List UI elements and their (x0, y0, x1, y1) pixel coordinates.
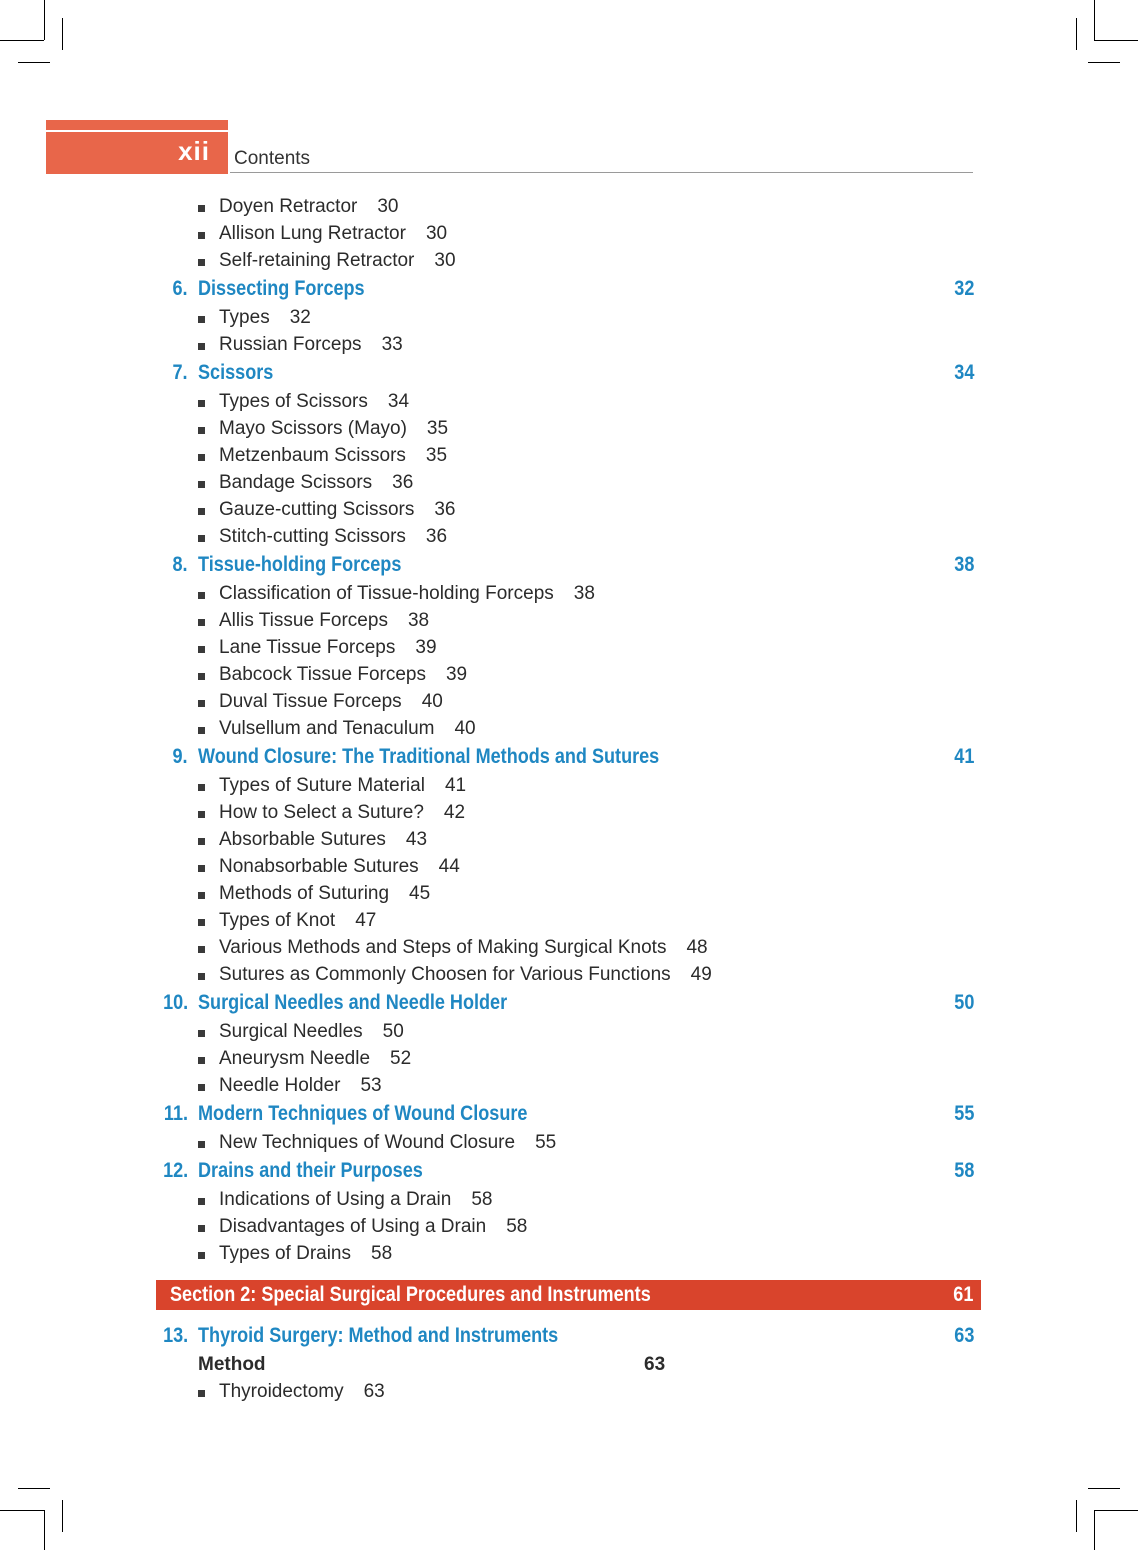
toc-entry-title: Absorbable Sutures (219, 829, 386, 850)
spacer (0, 1310, 1138, 1322)
toc-entry-text (219, 1132, 556, 1154)
chapter-title: Modern Techniques of Wound Closure (198, 1102, 528, 1125)
chapter-heading (0, 743, 1138, 773)
toc-entry-title: Nonabsorbable Sutures (219, 856, 419, 877)
toc-entry-page: 49 (690, 964, 712, 985)
toc-entry-text (219, 802, 465, 824)
bullet-icon (198, 946, 205, 953)
crop-mark (1088, 1488, 1120, 1489)
chapter-title: Wound Closure: The Traditional Methods and Sutures (198, 745, 660, 768)
bullet-icon (198, 838, 205, 845)
toc-entry-title: Types (219, 307, 270, 328)
toc-entry-text (219, 391, 409, 413)
toc-entry-title: Various Methods and Steps of Making Surgical Knots (219, 937, 667, 958)
toc-entry-page: 30 (434, 250, 456, 271)
crop-mark (44, 0, 45, 40)
header-rule (230, 172, 973, 173)
bullet-icon (198, 427, 205, 434)
toc-entry-page: 38 (573, 583, 595, 604)
toc-entry (0, 305, 1138, 332)
page-number: xii (178, 136, 210, 166)
chapter-number: 7. (172, 361, 188, 384)
toc-entry-text (219, 445, 447, 467)
bullet-icon (198, 619, 205, 626)
toc-entry-title: Mayo Scissors (Mayo) (219, 418, 407, 439)
crop-mark (1094, 0, 1095, 40)
chapter-title: Tissue-holding Forceps (198, 553, 402, 576)
toc-entry (0, 332, 1138, 359)
toc-entry (0, 389, 1138, 416)
section-page: 61 (952, 1283, 973, 1306)
toc-entry-page: 40 (454, 718, 476, 739)
toc-entry-text (219, 664, 467, 686)
toc-entry-title: Bandage Scissors (219, 472, 373, 493)
toc-entry (0, 1019, 1138, 1046)
toc-entry-title: Types of Knot (219, 910, 336, 931)
toc-entry-text (219, 526, 447, 548)
crop-mark (1076, 1500, 1077, 1532)
toc-entry-page: 58 (371, 1243, 393, 1264)
bullet-icon (198, 865, 205, 872)
toc-entry-text (219, 1189, 492, 1211)
toc-entry-page: 53 (360, 1075, 382, 1096)
toc-entry-text (219, 334, 403, 356)
toc-entry-title: Stitch-cutting Scissors (219, 526, 406, 547)
bullet-icon (198, 1141, 205, 1148)
toc-entry-text (219, 937, 708, 959)
toc-entry (0, 773, 1138, 800)
chapter-page: 32 (953, 277, 974, 300)
toc-entry-page: 48 (686, 937, 708, 958)
chapter-page: 58 (953, 1159, 974, 1182)
bullet-icon (198, 535, 205, 542)
toc-entry-title: Babcock Tissue Forceps (219, 664, 426, 685)
section-title: Section 2: Special Surgical Procedures and Instruments (170, 1283, 651, 1306)
toc-entry (0, 1214, 1138, 1241)
chapter-heading (0, 1100, 1138, 1130)
chapter-heading (0, 359, 1138, 389)
crop-mark (1094, 1510, 1138, 1511)
bullet-icon (198, 343, 205, 350)
crop-mark (1076, 18, 1077, 50)
toc-entry (0, 1187, 1138, 1214)
toc-entry-page: 43 (405, 829, 428, 850)
chapter-heading (0, 551, 1138, 581)
chapter-number: 6. (172, 277, 188, 300)
chapter-page: 34 (953, 361, 974, 384)
toc-entry-text (219, 1216, 527, 1238)
bullet-icon (198, 673, 205, 680)
toc-entry-title: Allis Tissue Forceps (219, 610, 388, 631)
toc-entry (0, 635, 1138, 662)
crop-mark (62, 1500, 63, 1532)
toc-entry (0, 443, 1138, 470)
bullet-icon (198, 1198, 205, 1205)
crop-mark (62, 18, 63, 50)
toc-entry-title: Indications of Using a Drain (219, 1189, 452, 1210)
toc-entry (0, 662, 1138, 689)
toc-entry-page: 63 (363, 1381, 385, 1402)
toc-entry-text (219, 691, 443, 713)
bullet-icon (198, 205, 205, 212)
toc-entry-page: 40 (421, 691, 443, 712)
toc-entry (0, 800, 1138, 827)
toc-entry-page: 55 (535, 1132, 557, 1153)
toc-entry-page: 34 (387, 391, 410, 412)
toc-entry-text (219, 637, 437, 659)
toc-entry-text (219, 250, 456, 272)
toc-entry-page: 58 (506, 1216, 528, 1237)
toc-entry (0, 935, 1138, 962)
header-page-box (46, 132, 228, 174)
toc-entry (0, 497, 1138, 524)
crop-mark (0, 1510, 44, 1511)
bullet-icon (198, 727, 205, 734)
crop-mark (1094, 40, 1138, 41)
bullet-icon (198, 973, 205, 980)
toc-entry (0, 1241, 1138, 1268)
chapter-heading (0, 989, 1138, 1019)
toc-entry-page: 45 (409, 883, 431, 904)
toc-entry (0, 689, 1138, 716)
bullet-icon (198, 784, 205, 791)
toc-entry-text (219, 1048, 411, 1070)
toc-entry (0, 1073, 1138, 1100)
chapter-heading (0, 275, 1138, 305)
chapter-title: Surgical Needles and Needle Holder (198, 991, 508, 1014)
toc-entry-title: Sutures as Commonly Choosen for Various Functions (219, 964, 671, 985)
toc-entry-title: Types of Drains (219, 1243, 351, 1264)
spacer (0, 1268, 1138, 1280)
toc-entry-text (219, 718, 476, 740)
toc-entry-text (219, 1021, 404, 1043)
toc-entry-page: 38 (407, 610, 430, 631)
toc-entry (0, 221, 1138, 248)
toc-entry-page: 30 (425, 223, 448, 244)
toc-entry (0, 854, 1138, 881)
chapter-page: 55 (953, 1102, 974, 1125)
bullet-icon (198, 1390, 205, 1397)
toc-entry-text (219, 1381, 385, 1403)
bullet-icon (198, 232, 205, 239)
chapter-page: 38 (953, 553, 974, 576)
chapter-number: 9. (172, 745, 188, 768)
toc-entry-title: Needle Holder (219, 1075, 341, 1096)
table-of-contents (0, 194, 1138, 1406)
toc-entry-text (219, 610, 429, 632)
chapter-heading (0, 1157, 1138, 1187)
toc-entry (0, 827, 1138, 854)
chapter-number: 13. (162, 1324, 188, 1347)
toc-entry-page: 41 (444, 775, 467, 796)
chapter-title: Scissors (198, 361, 274, 384)
subheading-title: Method (198, 1354, 266, 1375)
header-accent-band (46, 120, 228, 130)
toc-entry-text (219, 856, 460, 878)
bullet-icon (198, 481, 205, 488)
toc-entry-text (219, 829, 427, 851)
toc-entry-title: Methods of Suturing (219, 883, 390, 904)
toc-entry-title: New Techniques of Wound Closure (219, 1132, 516, 1153)
bullet-icon (198, 316, 205, 323)
toc-entry-text (219, 499, 456, 521)
toc-entry-page: 35 (425, 445, 448, 466)
toc-entry-title: Types of Suture Material (219, 775, 425, 796)
bullet-icon (198, 259, 205, 266)
bullet-icon (198, 700, 205, 707)
toc-entry (0, 1130, 1138, 1157)
toc-entry-title: Aneurysm Needle (219, 1048, 371, 1069)
toc-entry-page: 30 (377, 196, 399, 217)
toc-entry-title: Disadvantages of Using a Drain (219, 1216, 487, 1237)
toc-entry-title: Thyroidectomy (219, 1381, 344, 1402)
bullet-icon (198, 811, 205, 818)
chapter-number: 10. (162, 991, 188, 1014)
toc-entry-page: 39 (415, 637, 437, 658)
toc-entry-text (219, 910, 376, 932)
toc-entry (0, 1046, 1138, 1073)
toc-entry-page: 39 (445, 664, 468, 685)
crop-mark (44, 1510, 45, 1550)
toc-entry-text (219, 307, 311, 329)
toc-entry (0, 608, 1138, 635)
toc-entry-page: 35 (426, 418, 449, 439)
toc-entry-page: 36 (434, 499, 456, 520)
toc-entry (0, 194, 1138, 221)
toc-entry (0, 962, 1138, 989)
toc-entry-text (219, 964, 712, 986)
chapter-page: 41 (953, 745, 974, 768)
toc-entry (0, 470, 1138, 497)
toc-entry-title: Doyen Retractor (219, 196, 358, 217)
bullet-icon (198, 1057, 205, 1064)
chapter-title: Dissecting Forceps (198, 277, 365, 300)
toc-entry-title: How to Select a Suture? (219, 802, 424, 823)
crop-mark (18, 62, 50, 63)
bullet-icon (198, 892, 205, 899)
toc-entry-text (219, 883, 430, 905)
toc-entry-page: 36 (392, 472, 414, 493)
toc-entry (0, 524, 1138, 551)
subheading (0, 1352, 1138, 1379)
running-title: Contents (234, 148, 311, 169)
toc-entry-text (219, 1243, 392, 1265)
bullet-icon (198, 508, 205, 515)
toc-entry-page: 36 (425, 526, 448, 547)
toc-entry (0, 881, 1138, 908)
toc-entry-title: Surgical Needles (219, 1021, 363, 1042)
toc-entry-title: Gauze-cutting Scissors (219, 499, 415, 520)
bullet-icon (198, 400, 205, 407)
toc-entry-page: 52 (390, 1048, 412, 1069)
toc-entry-page: 50 (382, 1021, 404, 1042)
bullet-icon (198, 646, 205, 653)
toc-entry (0, 248, 1138, 275)
bullet-icon (198, 1084, 205, 1091)
toc-entry-text (219, 775, 466, 797)
chapter-title: Thyroid Surgery: Method and Instruments (198, 1324, 559, 1347)
toc-entry-text (219, 196, 398, 218)
subheading-page: 63 (644, 1354, 666, 1375)
toc-entry (0, 716, 1138, 743)
toc-entry (0, 581, 1138, 608)
toc-entry-text (219, 1075, 382, 1097)
chapter-page: 63 (953, 1324, 974, 1347)
toc-entry-title: Self-retaining Retractor (219, 250, 415, 271)
chapter-title: Drains and their Purposes (198, 1159, 423, 1182)
toc-entry (0, 416, 1138, 443)
crop-mark (0, 40, 44, 41)
toc-entry-page: 47 (355, 910, 377, 931)
toc-entry (0, 908, 1138, 935)
bullet-icon (198, 454, 205, 461)
section-banner (156, 1280, 981, 1310)
toc-entry-text (219, 223, 447, 245)
bullet-icon (198, 1252, 205, 1259)
crop-mark (1094, 1510, 1095, 1550)
toc-entry-text (219, 583, 595, 605)
chapter-number: 12. (162, 1159, 188, 1182)
bullet-icon (198, 592, 205, 599)
chapter-page: 50 (953, 991, 974, 1014)
crop-mark (18, 1488, 50, 1489)
chapter-number: 11. (163, 1102, 188, 1125)
toc-entry-title: Vulsellum and Tenaculum (219, 718, 435, 739)
bullet-icon (198, 919, 205, 926)
toc-entry-title: Allison Lung Retractor (219, 223, 406, 244)
toc-entry-title: Lane Tissue Forceps (219, 637, 396, 658)
toc-entry-title: Metzenbaum Scissors (219, 445, 406, 466)
crop-mark (1088, 62, 1120, 63)
toc-entry-page: 42 (443, 802, 466, 823)
toc-entry-text (219, 418, 448, 440)
toc-entry-page: 44 (438, 856, 460, 877)
toc-entry (0, 1379, 1138, 1406)
chapter-number: 8. (172, 553, 188, 576)
toc-entry-title: Russian Forceps (219, 334, 362, 355)
toc-entry-title: Classification of Tissue-holding Forceps (219, 583, 554, 604)
chapter-heading (0, 1322, 1138, 1352)
toc-entry-title: Duval Tissue Forceps (219, 691, 402, 712)
toc-entry-title: Types of Scissors (219, 391, 368, 412)
toc-entry-page: 58 (471, 1189, 493, 1210)
bullet-icon (198, 1225, 205, 1232)
toc-entry-page: 32 (289, 307, 311, 328)
toc-entry-text (219, 472, 413, 494)
toc-entry-page: 33 (381, 334, 403, 355)
bullet-icon (198, 1030, 205, 1037)
